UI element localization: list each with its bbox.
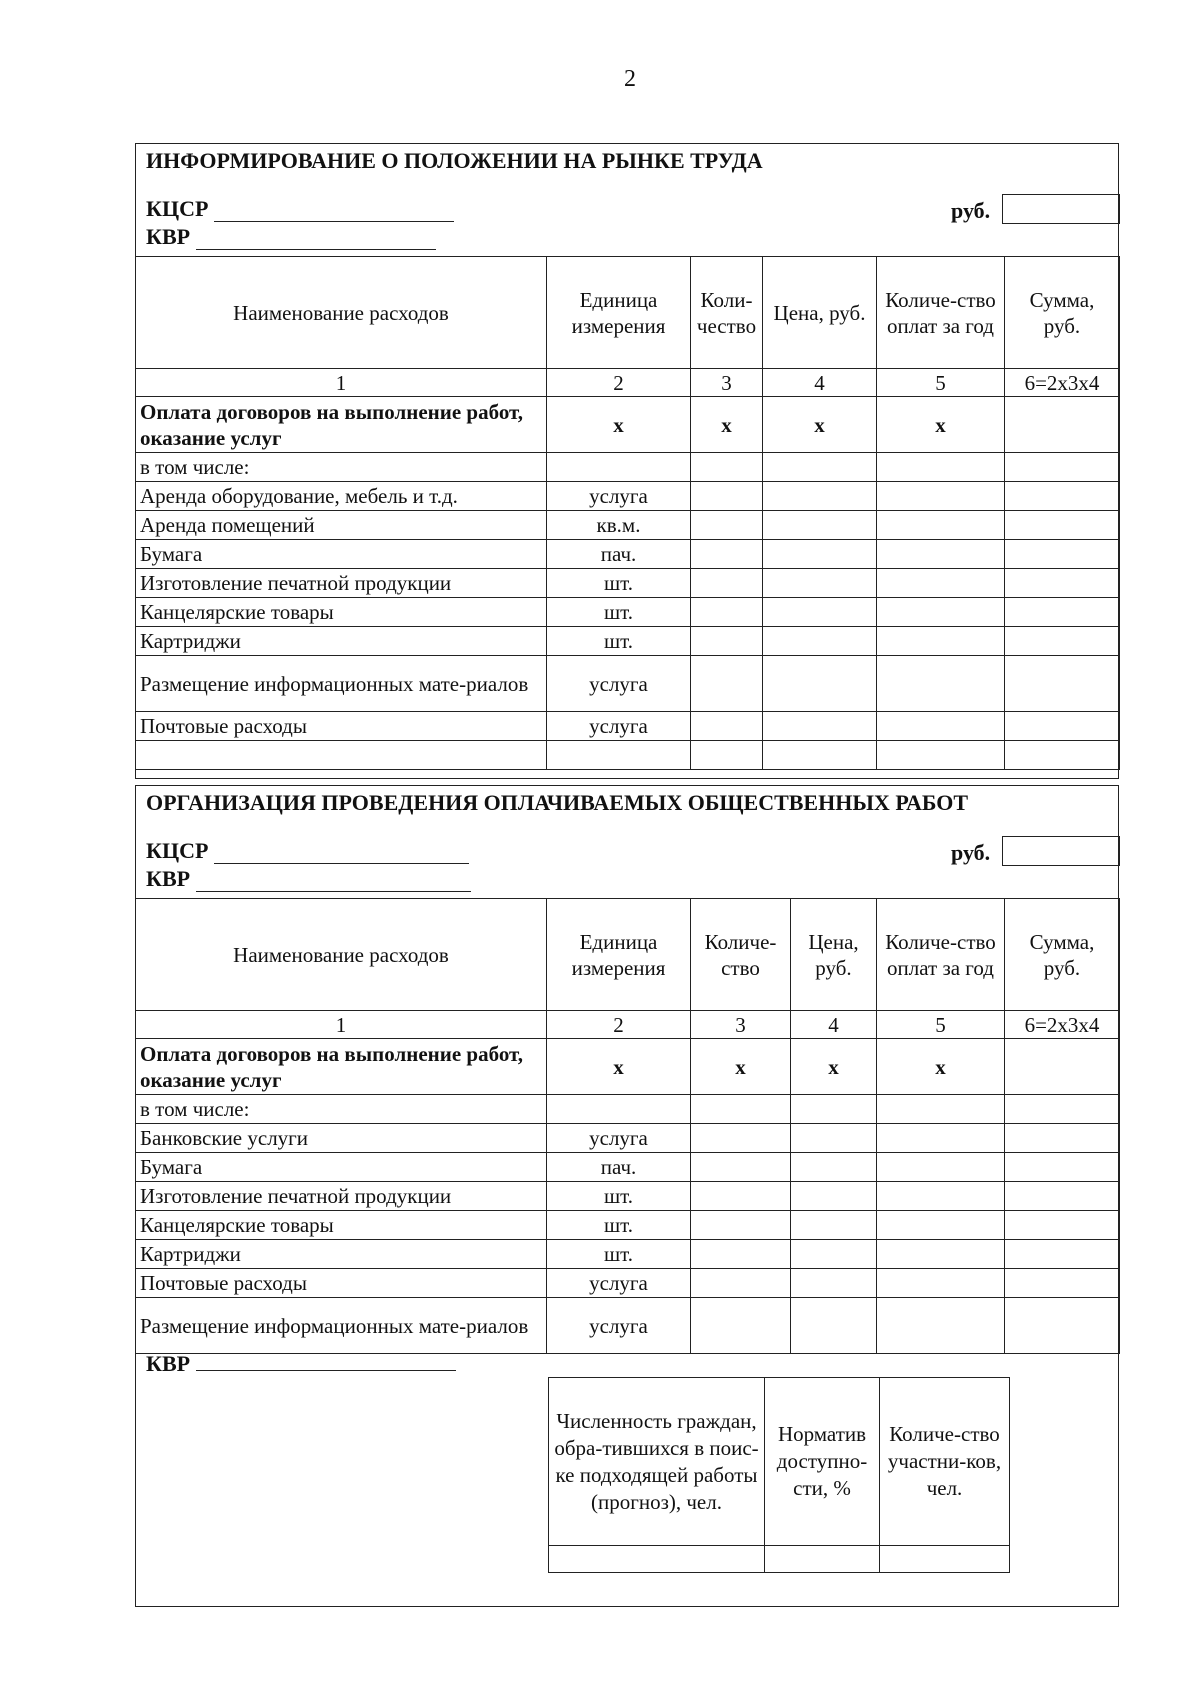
x-mark: х — [763, 397, 877, 453]
col-header-name: Наименование расходов — [136, 257, 547, 369]
section-labor-market-info — [135, 143, 1119, 779]
row-name: Изготовление печатной продукции — [136, 1182, 547, 1211]
kcsr-blank-line[interactable] — [214, 843, 469, 864]
row-unit: шт. — [547, 1211, 691, 1240]
availability-value-cell[interactable] — [765, 1546, 880, 1573]
col-header-payments: Количе-ство оплат за год — [877, 899, 1005, 1011]
row-unit: услуга — [547, 656, 691, 712]
kvr-label: КВР — [146, 1351, 191, 1376]
row-unit: шт. — [547, 1240, 691, 1269]
x-mark: х — [877, 1039, 1005, 1095]
kcsr-label: КЦСР — [146, 838, 209, 863]
kcsr-field — [146, 196, 454, 222]
table-row — [136, 1182, 1120, 1211]
row-unit: услуга — [547, 1269, 691, 1298]
table-row — [136, 1240, 1120, 1269]
expense-table — [135, 898, 1120, 1354]
expense-table — [135, 256, 1120, 770]
section-title: ИНФОРМИРОВАНИЕ О ПОЛОЖЕНИИ НА РЫНКЕ ТРУДА — [146, 148, 763, 173]
row-name: Почтовые расходы — [136, 712, 547, 741]
x-mark: х — [791, 1039, 877, 1095]
col-header-unit: Единица измерения — [547, 899, 691, 1011]
table-row — [136, 569, 1120, 598]
col-number: 4 — [763, 369, 877, 397]
row-name: Размещение информационных мате-риалов — [136, 656, 547, 712]
table-row — [136, 656, 1120, 712]
row-name: Почтовые расходы — [136, 1269, 547, 1298]
col-header-sum: Сумма, руб. — [1005, 257, 1120, 369]
row-name: Канцелярские товары — [136, 598, 547, 627]
row-name: Размещение информационных мате-риалов — [136, 1298, 547, 1354]
kvr-label: КВР — [146, 224, 191, 249]
row-unit: шт. — [547, 1182, 691, 1211]
kcsr-label: КЦСР — [146, 196, 209, 221]
col-number: 4 — [791, 1011, 877, 1039]
x-mark: х — [547, 397, 691, 453]
col-number: 6=2x3x4 — [1005, 1011, 1120, 1039]
col-header-price: Цена, руб. — [791, 899, 877, 1011]
col-header-participants: Количе-ство участни-ков, чел. — [880, 1378, 1010, 1546]
amount-box[interactable] — [1002, 194, 1120, 224]
row-unit: услуга — [547, 712, 691, 741]
col-number: 2 — [547, 1011, 691, 1039]
row-unit: услуга — [547, 482, 691, 511]
group-row-label: Оплата договоров на выполнение работ, оказание услуг — [136, 1039, 547, 1095]
table-row — [136, 1153, 1120, 1182]
col-number: 2 — [547, 369, 691, 397]
row-name: Канцелярские товары — [136, 1211, 547, 1240]
row-unit: шт. — [547, 627, 691, 656]
table-row — [136, 511, 1120, 540]
col-number: 1 — [136, 1011, 547, 1039]
col-number: 3 — [691, 1011, 791, 1039]
col-header-unit: Единица измерения — [547, 257, 691, 369]
col-header-price: Цена, руб. — [763, 257, 877, 369]
kvr-field — [146, 224, 436, 250]
sum-cell[interactable] — [1005, 397, 1120, 453]
kvr-field — [146, 1350, 456, 1377]
row-name: Аренда оборудование, мебель и т.д. — [136, 482, 547, 511]
row-name: Картриджи — [136, 627, 547, 656]
row-name: Бумага — [136, 1153, 547, 1182]
col-header-availability: Норматив доступно-сти, % — [765, 1378, 880, 1546]
kvr-blank-line[interactable] — [196, 871, 471, 892]
col-number: 6=2x3x4 — [1005, 369, 1120, 397]
row-unit: услуга — [547, 1298, 691, 1354]
col-number: 5 — [877, 369, 1005, 397]
including-label: в том числе: — [136, 1095, 547, 1124]
table-row — [136, 627, 1120, 656]
kvr-blank-line[interactable] — [196, 1350, 456, 1371]
kcsr-blank-line[interactable] — [214, 201, 454, 222]
table-row — [136, 1211, 1120, 1240]
kvr-label: КВР — [146, 866, 191, 891]
x-mark: х — [547, 1039, 691, 1095]
participants-value-cell[interactable] — [880, 1546, 1010, 1573]
row-unit: шт. — [547, 598, 691, 627]
group-row-label: Оплата договоров на выполнение работ, оказание услуг — [136, 397, 547, 453]
table-row — [136, 482, 1120, 511]
col-header-qty: Количе-ство — [691, 899, 791, 1011]
col-header-sum: Сумма, руб. — [1005, 899, 1120, 1011]
col-number: 1 — [136, 369, 547, 397]
col-header-citizens: Численность граждан, обра-тившихся в поис-ке подходящей работы (прогноз), чел. — [549, 1378, 765, 1546]
col-header-qty: Коли-чество — [691, 257, 763, 369]
col-header-name: Наименование расходов — [136, 899, 547, 1011]
table-row — [136, 1269, 1120, 1298]
page-number: 2 — [624, 66, 636, 92]
row-name: Бумага — [136, 540, 547, 569]
section-title: ОРГАНИЗАЦИЯ ПРОВЕДЕНИЯ ОПЛАЧИВАЕМЫХ ОБЩЕСТВЕННЫХ РАБОТ — [146, 790, 969, 815]
kcsr-field — [146, 838, 469, 864]
section-public-works — [135, 785, 1119, 1607]
row-name: Аренда помещений — [136, 511, 547, 540]
x-mark: х — [877, 397, 1005, 453]
row-name: Картриджи — [136, 1240, 547, 1269]
empty-row — [136, 741, 1120, 770]
including-label: в том числе: — [136, 453, 547, 482]
participants-table — [548, 1377, 1010, 1573]
row-name: Банковские услуги — [136, 1124, 547, 1153]
x-mark: х — [691, 1039, 791, 1095]
table-row — [136, 540, 1120, 569]
table-row — [136, 1298, 1120, 1354]
table-row — [136, 598, 1120, 627]
row-unit: пач. — [547, 540, 691, 569]
amount-box[interactable] — [1002, 836, 1120, 866]
row-unit: пач. — [547, 1153, 691, 1182]
table-row — [136, 712, 1120, 741]
x-mark: х — [691, 397, 763, 453]
table-row — [136, 1124, 1120, 1153]
sum-cell[interactable] — [1005, 1039, 1120, 1095]
row-name: Изготовление печатной продукции — [136, 569, 547, 598]
col-number: 5 — [877, 1011, 1005, 1039]
row-unit: услуга — [547, 1124, 691, 1153]
citizens-value-cell[interactable] — [549, 1546, 765, 1573]
currency-label: руб. — [951, 198, 991, 223]
kvr-field — [146, 866, 471, 892]
row-unit: шт. — [547, 569, 691, 598]
kvr-blank-line[interactable] — [196, 229, 436, 250]
currency-label: руб. — [951, 840, 991, 865]
col-header-payments: Количе-ство оплат за год — [877, 257, 1005, 369]
col-number: 3 — [691, 369, 763, 397]
row-unit: кв.м. — [547, 511, 691, 540]
